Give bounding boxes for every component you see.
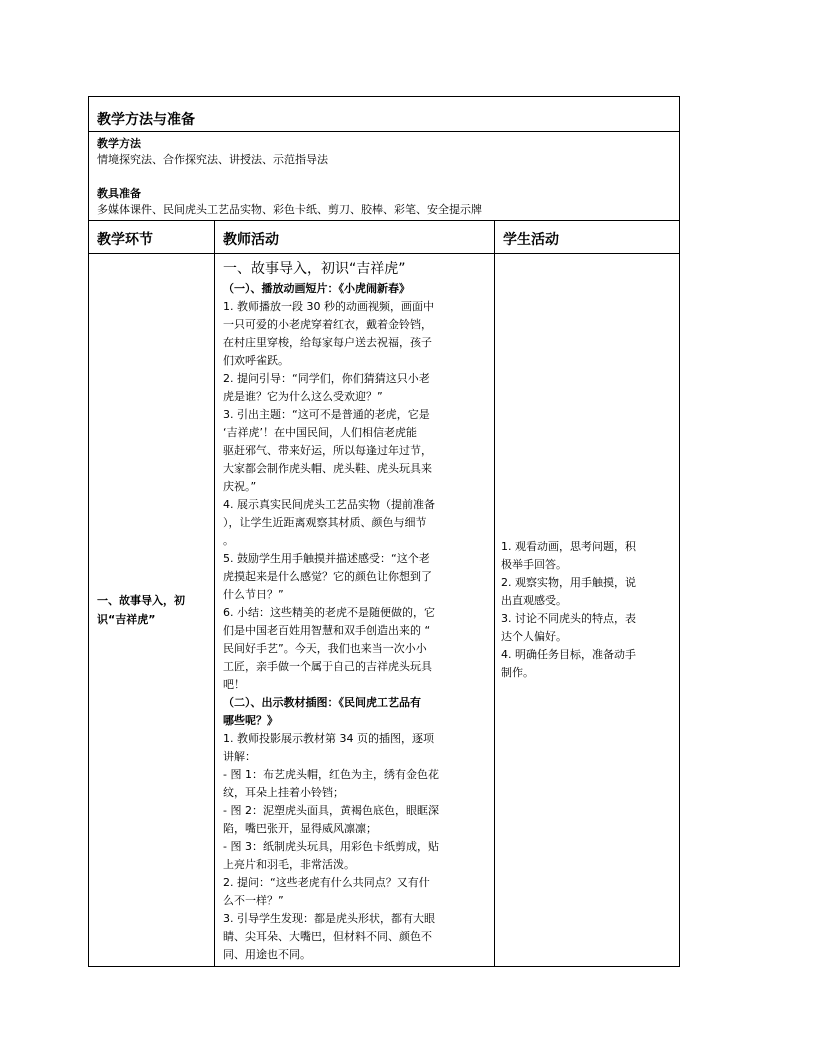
teacher-text-line: - 图 1：布艺虎头帽，红色为主，绣有金色花 [223, 768, 439, 781]
teacher-text-line: 讲解： [223, 750, 256, 763]
teacher-text-line: 么不一样？” [223, 894, 284, 907]
teacher-text-line: 6. 小结：这些精美的老虎不是随便做的，它 [223, 606, 435, 619]
teacher-text-line: 纹，耳朵上挂着小铃铛； [223, 786, 344, 799]
materials-text: 多媒体课件、民间虎头工艺品实物、彩色卡纸、剪刀、胶棒、彩笔、安全提示牌 [97, 203, 482, 216]
student-activity-line: 1. 观看动画，思考问题，积 [501, 540, 636, 553]
lesson-plan-page [88, 96, 679, 967]
teacher-subheading-line: （二）、出示教材插图：《民间虎工艺品有 [223, 696, 421, 709]
teacher-text-line: 3. 引出主题：“这可不是普通的老虎，它是 [223, 408, 430, 421]
teacher-text-line: 大家都会制作虎头帽、虎头鞋、虎头玩具来 [223, 462, 432, 475]
section-title: 教学方法与准备 [89, 97, 679, 132]
header-row [89, 221, 680, 254]
teacher-text-line: - 图 2：泥塑虎头面具，黄褐色底色，眼眶深 [223, 804, 439, 817]
student-activity-cell [495, 254, 680, 967]
teacher-text-line: 们欢呼雀跃。 [223, 354, 289, 367]
teacher-section-1-body [223, 298, 486, 694]
header-teacher: 教师活动 [215, 221, 495, 254]
student-activity-line: 4. 明确任务目标，准备动手 [501, 648, 636, 661]
student-activity-list [501, 538, 673, 682]
preparation-block [89, 132, 679, 220]
teacher-subheading-line: 哪些呢？》 [223, 714, 278, 727]
teacher-text-line: 3. 引导学生发现：都是虎头形状，都有大眼 [223, 912, 435, 925]
student-activity-line: 极举手回答。 [501, 558, 567, 571]
teacher-text-line: 驱赶邪气、带来好运，所以每逢过年过节， [223, 444, 432, 457]
teacher-text-line: 陷，嘴巴张开，显得威风凛凛； [223, 822, 377, 835]
teacher-heading: 一、故事导入，初识“吉祥虎” [223, 261, 406, 277]
teacher-text-line: 2. 提问引导：“同学们，你们猜猜这只小老 [223, 372, 430, 385]
teacher-subheading-1: （一）、播放动画短片：《小虎闹新春》 [223, 282, 410, 295]
materials-label: 教具准备 [97, 187, 141, 200]
teacher-text-line: ），让学生近距离观察其材质、颜色与细节 [223, 516, 427, 529]
teacher-text-line: 在村庄里穿梭，给每家每户送去祝福，孩子 [223, 336, 432, 349]
student-activity-line: 达个人偏好。 [501, 630, 567, 643]
student-activity-line: 制作。 [501, 666, 534, 679]
teacher-text-line: 们是中国老百姓用智慧和双手创造出来的 “ [223, 624, 431, 637]
teacher-text-line: 工匠，亲手做一个属于自己的吉祥虎头玩具 [223, 660, 432, 673]
teacher-text-line: 5. 鼓励学生用手触摸并描述感受：“这个老 [223, 552, 430, 565]
teacher-text-line: - 图 3：纸制虎头玩具，用彩色卡纸剪成，贴 [223, 840, 439, 853]
teacher-text-line: 2. 提问：“这些老虎有什么共同点？又有什 [223, 876, 430, 889]
teacher-text-line: 民间好手艺”。今天，我们也来当一次小小 [223, 642, 427, 655]
stage-cell [89, 254, 215, 967]
teacher-text-line: 一只可爱的小老虎穿着红衣，戴着金铃铛， [223, 318, 432, 331]
header-student: 学生活动 [495, 221, 680, 254]
teacher-activity-cell [215, 254, 495, 967]
content-row [89, 254, 680, 967]
teacher-text-line: 上亮片和羽毛，非常活泼。 [223, 858, 355, 871]
student-activity-line: 3. 讨论不同虎头的特点，表 [501, 612, 636, 625]
teacher-text-line: ‘吉祥虎’！在中国民间，人们相信老虎能 [223, 426, 417, 439]
lesson-plan-table [88, 96, 680, 967]
teacher-subheading-2 [223, 694, 486, 730]
teacher-text-line: 4. 展示真实民间虎头工艺品实物（提前准备 [223, 498, 435, 511]
teacher-text-line: 睛、尖耳朵、大嘴巴，但材料不同、颜色不 [223, 930, 432, 943]
student-activity-line: 2. 观察实物，用手触摸，说 [501, 576, 636, 589]
teacher-text-line: 庆祝。” [223, 480, 257, 493]
methods-text: 情境探究法、合作探究法、讲授法、示范指导法 [97, 153, 328, 166]
teacher-text-line: 虎摸起来是什么感觉？它的颜色让你想到了 [223, 570, 432, 583]
stage-label-line: 识“吉祥虎” [97, 613, 156, 626]
teacher-text-line: 虎是谁？它为什么这么受欢迎？” [223, 390, 383, 403]
teacher-text-line: 1. 教师投影展示教材第 34 页的插图，逐项 [223, 732, 434, 745]
teacher-text-line: 吧！ [223, 678, 245, 691]
teacher-text-line: 1. 教师播放一段 30 秒的动画视频，画面中 [223, 300, 434, 313]
header-stage: 教学环节 [89, 221, 215, 254]
teacher-section-2-body [223, 730, 486, 964]
teacher-text-line: 同、用途也不同。 [223, 948, 311, 961]
teacher-text-line: 什么节日？” [223, 588, 284, 601]
methods-label: 教学方法 [97, 137, 141, 150]
methods-row [89, 97, 680, 221]
student-activity-line: 出直观感受。 [501, 594, 567, 607]
teacher-text-line: 。 [223, 534, 234, 547]
stage-label-line: 一、故事导入，初 [97, 594, 185, 607]
